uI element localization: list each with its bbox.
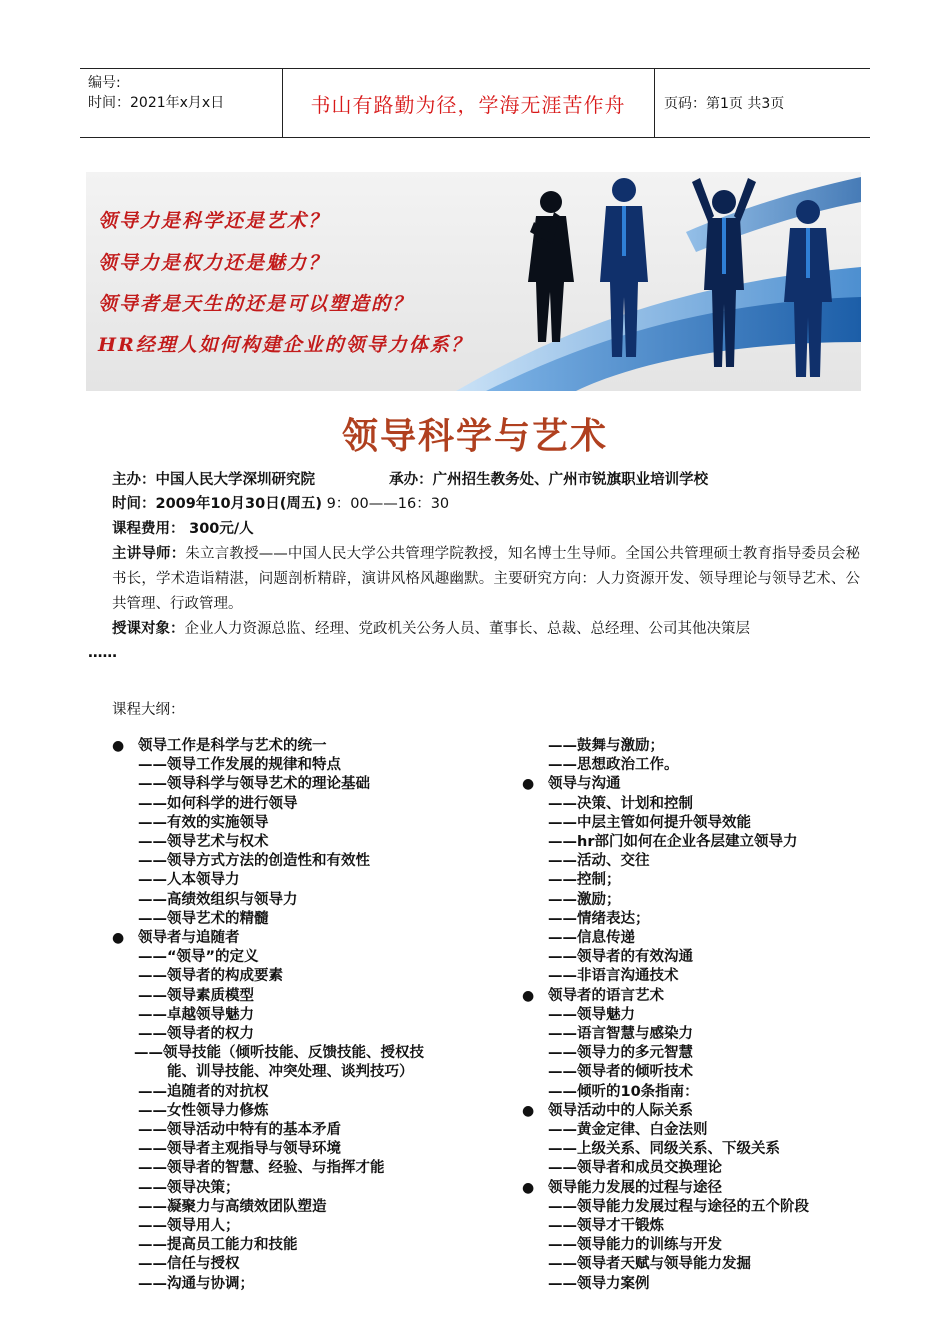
outline-item: ——沟通与协调； [138, 1275, 254, 1292]
outline-item: ——追随者的对抗权 [138, 1083, 269, 1100]
bullet-icon: ● [112, 930, 125, 947]
audience-paragraph [112, 617, 860, 642]
outline-section-title: 领导者的语言艺术 [548, 987, 664, 1004]
outline-item: ——领导艺术与权术 [138, 834, 269, 851]
outline-item: ——非语言沟通技术 [548, 968, 679, 985]
outline-item: ——人本领导力 [138, 872, 240, 889]
outline-item: ——领导工作发展的规律和特点 [138, 757, 341, 774]
outline-item: ——领导者主观指导与领导环境 [138, 1141, 341, 1158]
outline-item: ——活动、交往 [548, 853, 650, 870]
outline-section [522, 1179, 852, 1198]
outline-item: ——领导者的构成要素 [138, 968, 283, 985]
time-line [112, 492, 449, 517]
outline-item: ——领导力案例 [548, 1275, 650, 1292]
outline-item: ——卓越领导魅力 [138, 1006, 254, 1023]
host-label: 主办： [112, 472, 156, 488]
outline-label: 课程大纲： [112, 702, 185, 718]
fee-value: 300元/人 [189, 521, 254, 537]
banner-question: 领导力是权力还是魅力？ [98, 252, 330, 274]
header-divider [654, 69, 655, 137]
host-value: 中国人民大学深圳研究院 [155, 472, 315, 488]
outline-item: ——思想政治工作。 [548, 757, 679, 774]
outline-item: ——领导活动中特有的基本矛盾 [138, 1122, 341, 1139]
outline-section-title: 领导与沟通 [548, 776, 621, 793]
outline-item: ——凝聚力与高绩效团队塑造 [138, 1198, 327, 1215]
outline-item: ——领导用人； [138, 1218, 240, 1235]
banner-question: 领导力是科学还是艺术？ [98, 210, 330, 232]
outline-item: ——领导能力发展过程与途径的五个阶段 [548, 1198, 809, 1215]
banner-question: HR经理人如何构建企业的领导力体系？ [98, 334, 472, 356]
outline-section [522, 1102, 852, 1121]
page-header [80, 68, 870, 138]
outline-item: ——决策、计划和控制 [548, 795, 693, 812]
fee-line [112, 517, 254, 542]
page-number-info: 页码：第1页 共3页 [664, 96, 785, 112]
outline-item: ——信息传递 [548, 930, 635, 947]
outline-section-title: 领导能力发展的过程与途径 [548, 1179, 722, 1196]
outline-section-title: 领导工作是科学与艺术的统一 [138, 738, 327, 754]
outline-item: ——hr部门如何在企业各层建立领导力 [548, 834, 798, 851]
outline-item: ——领导力的多元智慧 [548, 1045, 693, 1062]
ellipsis: …… [88, 645, 117, 661]
outline-item: ——有效的实施领导 [138, 814, 269, 831]
header-motto: 书山有路勤为径，学海无涯苦作舟 [310, 92, 626, 117]
bullet-icon: ● [522, 776, 535, 793]
outline-item: ——领导者天赋与领导能力发掘 [548, 1256, 751, 1273]
outline-item: ——领导者的权力 [138, 1026, 254, 1043]
bullet-icon: ● [522, 1102, 535, 1119]
outline-section [112, 737, 512, 756]
outline-item-text: ——领导技能（倾听技能、反馈技能、授权技 [134, 1045, 424, 1062]
outline-item: ——语言智慧与感染力 [548, 1026, 693, 1043]
outline-section-title: 领导者与追随者 [138, 930, 240, 947]
outline-item [112, 1044, 512, 1082]
outline-item: ——倾听的10条指南： [548, 1083, 699, 1100]
person-silhouette [784, 200, 832, 377]
header-meta [88, 73, 278, 113]
outline-item: ——“领导”的定义 [138, 949, 259, 966]
lecturer-text: 朱立言教授——中国人民大学公共管理学院教授，知名博士生导师。全国公共管理硕士教育指导委员会秘书长，学术造诣精湛，问题剖析精辟，演讲风格风趣幽默。主要研究方向：人力资源开发、领导理论与领导艺术、公共管理、行政管理。 [112, 546, 861, 612]
outline-item: ——黄金定律、白金法则 [548, 1122, 708, 1139]
outline-item: ——上级关系、同级关系、下级关系 [548, 1141, 780, 1158]
outline-item: ——提高员工能力和技能 [138, 1237, 298, 1254]
organizer-value: 广州招生教务处、广州市锐旗职业培训学校 [432, 472, 709, 488]
outline-item: ——女性领导力修炼 [138, 1102, 269, 1119]
course-title: 领导科学与艺术 [341, 416, 608, 457]
outline-item: ——控制； [548, 872, 621, 889]
person-silhouette [528, 191, 574, 342]
document-number-label: 编号: [88, 75, 121, 91]
organizer-label: 承办： [389, 472, 433, 488]
outline-item: ——如何科学的进行领导 [138, 795, 298, 812]
outline-item: ——领导者的倾听技术 [548, 1064, 693, 1081]
outline-item-continuation: 能、训导技能、冲突处理、谈判技巧） [167, 1064, 414, 1081]
outline-item: ——领导方式方法的创造性和有效性 [138, 853, 370, 870]
banner-question: 领导者是天生的还是可以塑造的？ [98, 293, 414, 315]
outline-section [522, 775, 852, 794]
outline-item: ——领导决策； [138, 1179, 240, 1196]
outline-section [112, 929, 512, 948]
outline-item: ——领导魅力 [548, 1006, 635, 1023]
outline-section [522, 987, 852, 1006]
bullet-icon: ● [522, 987, 535, 1004]
outline-item: ——信任与授权 [138, 1256, 240, 1273]
audience-text: 企业人力资源总监、经理、党政机关公务人员、董事长、总裁、总经理、公司其他决策层 [184, 621, 750, 637]
outline-item: ——情绪表达； [548, 910, 650, 927]
outline-item: ——领导能力的训练与开发 [548, 1237, 722, 1254]
audience-label: 授课对象： [112, 621, 185, 637]
time-hours: 9：00——16：30 [326, 496, 450, 512]
outline-item: ——鼓舞与激励； [548, 738, 664, 754]
banner-image [86, 172, 861, 391]
outline-item: ——领导者的有效沟通 [548, 949, 693, 966]
lecturer-paragraph [112, 542, 860, 617]
host-line [112, 468, 872, 493]
time-date: 2009年10月30日(周五) [155, 496, 322, 512]
outline-item: ——领导素质模型 [138, 987, 254, 1004]
outline-item: ——领导才干锻炼 [548, 1218, 664, 1235]
outline-item: ——高绩效组织与领导力 [138, 891, 298, 908]
bullet-icon: ● [112, 738, 125, 754]
business-people-illustration [456, 172, 861, 391]
outline-item: ——激励； [548, 891, 621, 908]
outline-item: ——领导者的智慧、经验、与指挥才能 [138, 1160, 385, 1177]
outline-column-left [112, 737, 512, 1294]
outline-item: ——领导者和成员交换理论 [548, 1160, 722, 1177]
outline-item: ——领导艺术的精髓 [138, 910, 269, 927]
outline-item: ——中层主管如何提升领导效能 [548, 814, 751, 831]
document-time: 时间：2021年x月x日 [88, 95, 225, 111]
lecturer-label: 主讲导师： [112, 546, 186, 562]
time-label: 时间： [112, 496, 156, 512]
bullet-icon: ● [522, 1179, 535, 1196]
fee-label: 课程费用： [112, 521, 185, 537]
outline-item: ——领导科学与领导艺术的理论基础 [138, 776, 370, 793]
outline-column-right [522, 737, 852, 1294]
outline-section-title: 领导活动中的人际关系 [548, 1102, 693, 1119]
